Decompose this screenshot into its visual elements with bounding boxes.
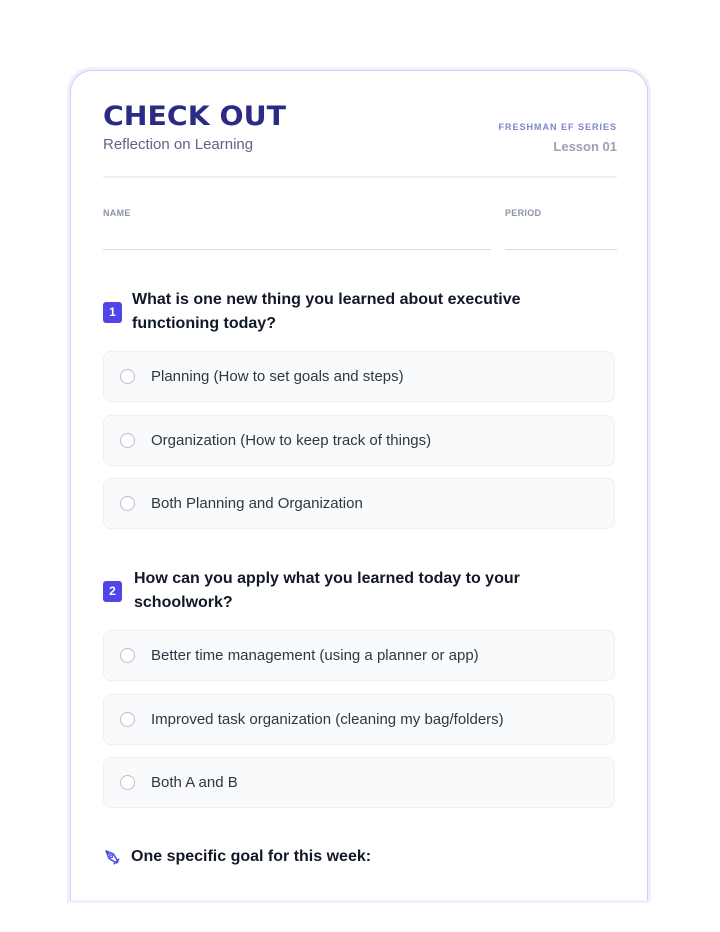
radio-button[interactable]: [120, 648, 135, 663]
question-text: [134, 567, 617, 615]
checkout-card: [70, 70, 648, 900]
radio-button[interactable]: [120, 369, 135, 384]
option-task-organization[interactable]: [103, 694, 615, 745]
option-time-management[interactable]: [103, 630, 615, 681]
radio-button[interactable]: [120, 496, 135, 511]
question-number-badge: 2: [103, 581, 122, 602]
option-both-planning-organization[interactable]: [103, 478, 615, 529]
period-label: PERIOD: [505, 208, 542, 218]
radio-button[interactable]: [120, 775, 135, 790]
option-label: Both A and B: [151, 774, 238, 791]
option-label: Both Planning and Organization: [151, 495, 363, 512]
goal-heading: One specific goal for this week:: [131, 848, 372, 865]
period-field[interactable]: [505, 249, 617, 250]
question-text-line: schoolwork?: [134, 594, 233, 611]
header-divider: [103, 176, 617, 178]
page-title: CHECK OUT: [103, 101, 287, 132]
option-both-a-b[interactable]: [103, 757, 615, 808]
lesson-label: Lesson 01: [553, 139, 617, 154]
option-label: Improved task organization (cleaning my bag/folders): [151, 711, 504, 728]
question-number-badge: 1: [103, 302, 122, 323]
name-label: NAME: [103, 208, 131, 218]
series-label: FRESHMAN EF SERIES: [498, 122, 617, 132]
question-text-line: What is one new thing you learned about executive: [132, 291, 521, 308]
option-label: Better time management (using a planner or app): [151, 647, 479, 664]
question-text: [132, 288, 617, 336]
question-text-line: How can you apply what you learned today to your: [134, 570, 520, 587]
option-organization[interactable]: [103, 415, 615, 466]
page-subtitle: Reflection on Learning: [103, 136, 254, 153]
pen-icon: [103, 848, 121, 866]
radio-button[interactable]: [120, 712, 135, 727]
option-label: Organization (How to keep track of things): [151, 432, 432, 449]
question-text-line: functioning today?: [132, 315, 276, 332]
radio-button[interactable]: [120, 433, 135, 448]
name-field[interactable]: [103, 249, 491, 250]
option-label: Planning (How to set goals and steps): [151, 368, 404, 385]
option-planning[interactable]: [103, 351, 615, 402]
